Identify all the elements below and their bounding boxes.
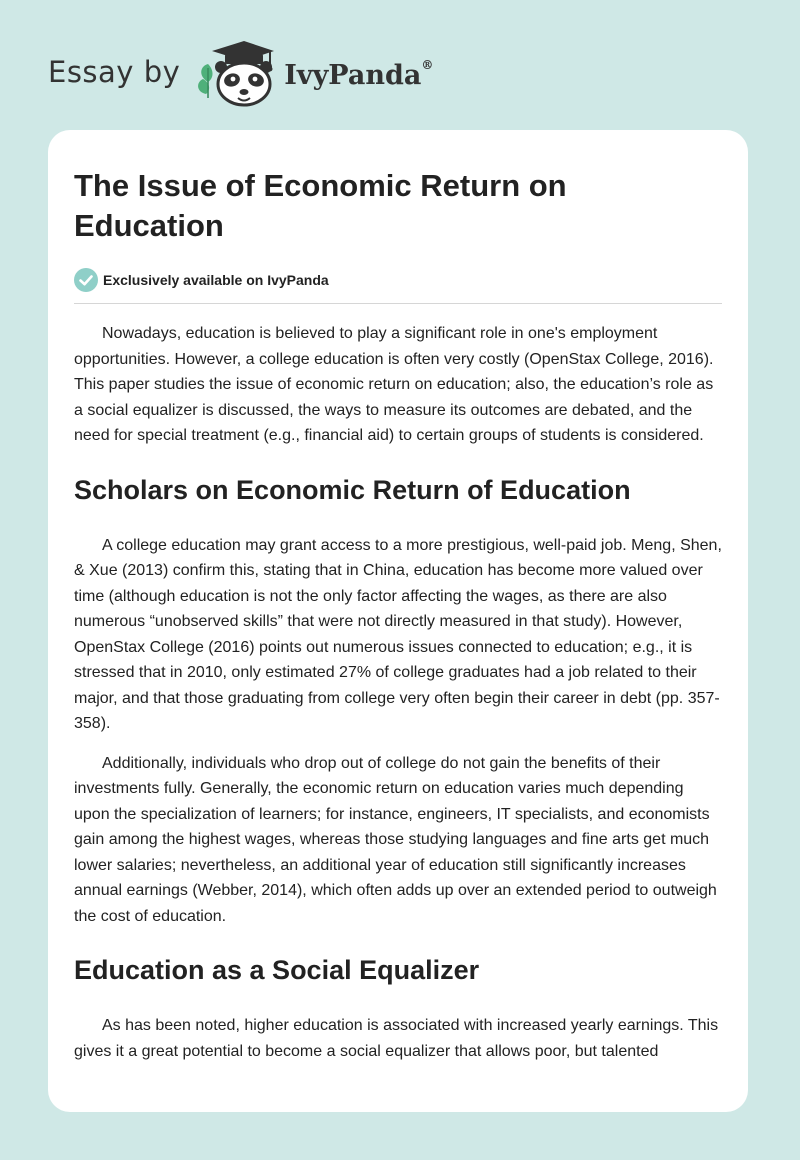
section-heading-social-equalizer: Education as a Social Equalizer [74, 955, 480, 985]
intro-paragraph: Nowadays, education is believed to play a significant role in one's employment opportunities. However, a college education is often very costly (OpenStax College, 2016). This paper studies the issue of economic return on education; also, the education’s role as a social equalizer is discussed, the ways to measure its outcomes are debated, and the need for special treatment (e.g., financial aid) to certain groups of students is considered. [74, 325, 714, 444]
section-1-paragraph-1: A college education may grant access to a more prestigious, well-paid job. Meng, Shen, & Xue (2013) confirm this, stating that in China, education has become more valued over time (although education is not the only factor affecting the wages, as there are also numerous “unobserved skills” that were not directly measured in that study). However, OpenStax College (2016) points out numerous issues connected to education; e.g., it is stressed that in 2010, only estimated 27% of college graduates had a job related to their major, and that those graduating from college very often begin their career in debt (pp. 357-358). [74, 536, 722, 732]
check-icon [74, 268, 98, 292]
section-2-paragraph-1: As has been noted, higher education is associated with increased yearly earnings. This gives it a great potential to become a social equalizer that allows poor, but talented [74, 1017, 719, 1060]
panda-logo-icon [194, 38, 278, 108]
exclusive-badge [74, 268, 722, 304]
essay-card [48, 130, 748, 1112]
essay-title: The Issue of Economic Return on Education [74, 168, 567, 243]
site-brand[interactable] [48, 38, 433, 108]
registered-mark: ® [421, 57, 434, 72]
section-heading-economic-return: Scholars on Economic Return of Education [74, 474, 631, 505]
section-1-paragraph-2: Additionally, individuals who drop out of college do not gain the benefits of their investments fully. Generally, the economic return on education varies much depending upon the specialization of learners; for instance, engineers, IT specialists, and economists gain among the highest wages, whereas those studying languages and fine arts get much lower salaries; nevertheless, an additional year of education still significantly increases annual earnings (Webber, 2014), which often adds up over an extended period to outweigh the cost of education. [74, 754, 717, 925]
brand-name: IvyPanda® [284, 57, 434, 91]
brand-prefix: Essay by [48, 55, 181, 89]
exclusive-text: Exclusively available on IvyPanda [103, 272, 329, 288]
